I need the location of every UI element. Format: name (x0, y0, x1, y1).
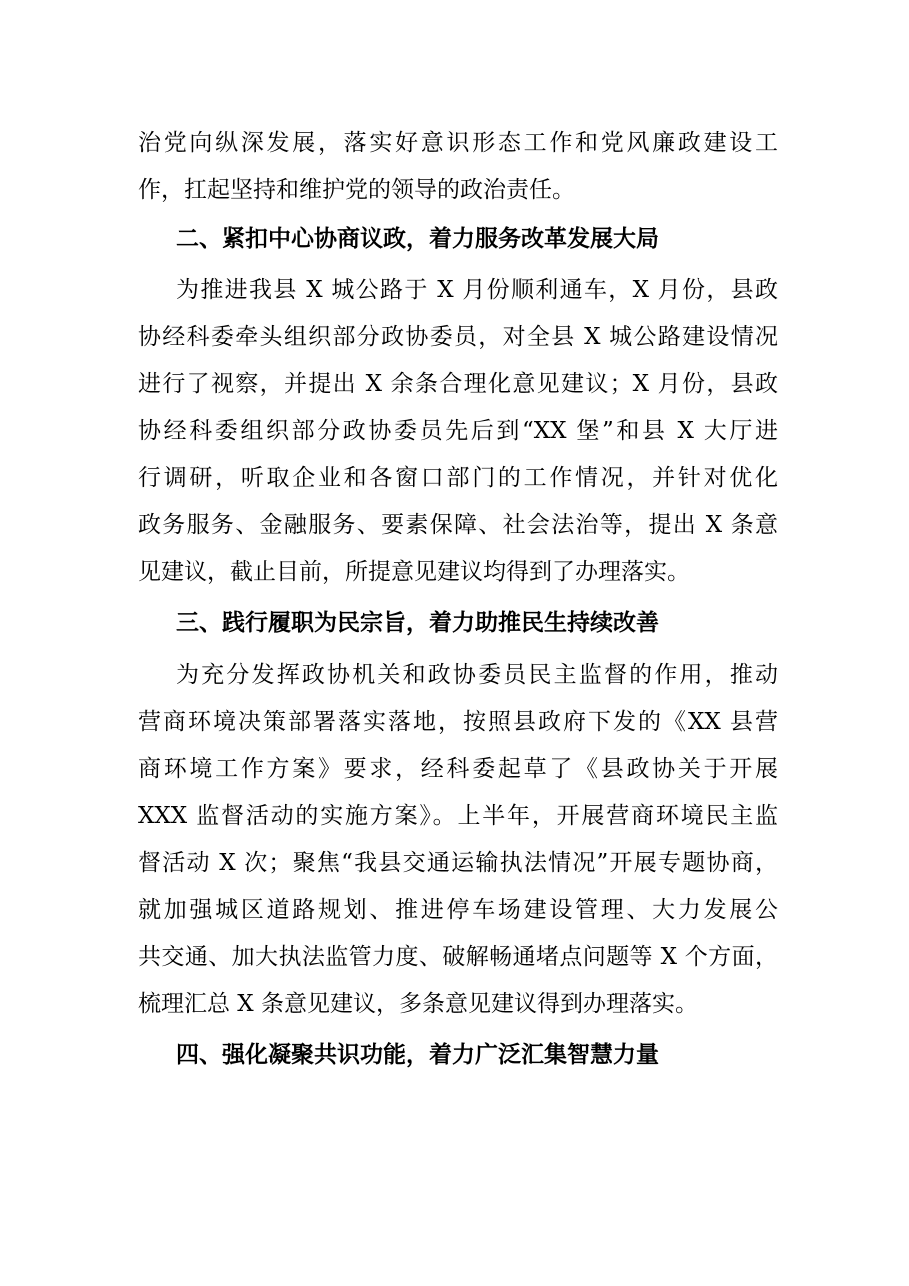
para3-line-2: 营商环境决策部署落实落地，按照县政府下发的《XX 县营 (138, 709, 778, 735)
para2-line-5: 行调研，听取企业和各窗口部门的工作情况，并针对优化 (138, 465, 778, 491)
para3-line-5: 督活动 X 次；聚焦“我县交通运输执法情况”开展专题协商， (138, 850, 778, 876)
para3-line-3: 商环境工作方案》要求，经科委起草了《县政协关于开展 (138, 756, 778, 782)
para2-line-7: 见建议，截止目前，所提意见建议均得到了办理落实。 (138, 559, 690, 585)
para2-line-6: 政务服务、金融服务、要素保障、社会法治等，提出 X 条意 (138, 512, 778, 538)
para2-line-4: 协经科委组织部分政协委员先后到“XX 堡”和县 X 大厅进 (138, 418, 778, 444)
para1-line-2: 作，扛起坚持和维护党的领导的政治责任。 (138, 177, 575, 203)
para2-line-1: 为推进我县 X 城公路于 X 月份顺利通车，X 月份，县政 (176, 277, 778, 303)
para1-line-1: 治党向纵深发展，落实好意识形态工作和党风廉政建设工 (138, 130, 778, 156)
para2-line-3: 进行了视察，并提出 X 余条合理化意见建议；X 月份，县政 (138, 371, 778, 397)
para3-line-6: 就加强城区道路规划、推进停车场建设管理、大力发展公 (138, 897, 778, 923)
para2-line-2: 协经科委牵头组织部分政协委员，对全县 X 城公路建设情况 (138, 324, 778, 350)
para3-line-7: 共交通、加大执法监管力度、破解畅通堵点问题等 X 个方面， (138, 944, 778, 970)
section-heading-3: 三、践行履职为民宗旨，着力助推民生持续改善 (176, 610, 659, 636)
para3-line-4: XXX 监督活动的实施方案》。上半年，开展营商环境民主监 (138, 803, 778, 829)
para3-line-8: 梳理汇总 X 条意见建议，多条意见建议得到办理落实。 (138, 991, 698, 1017)
section-heading-4: 四、强化凝聚共识功能，着力广泛汇集智慧力量 (176, 1042, 659, 1068)
section-heading-2: 二、紧扣中心协商议政，着力服务改革发展大局 (176, 226, 659, 252)
para3-line-1: 为充分发挥政协机关和政协委员民主监督的作用，推动 (176, 662, 778, 688)
